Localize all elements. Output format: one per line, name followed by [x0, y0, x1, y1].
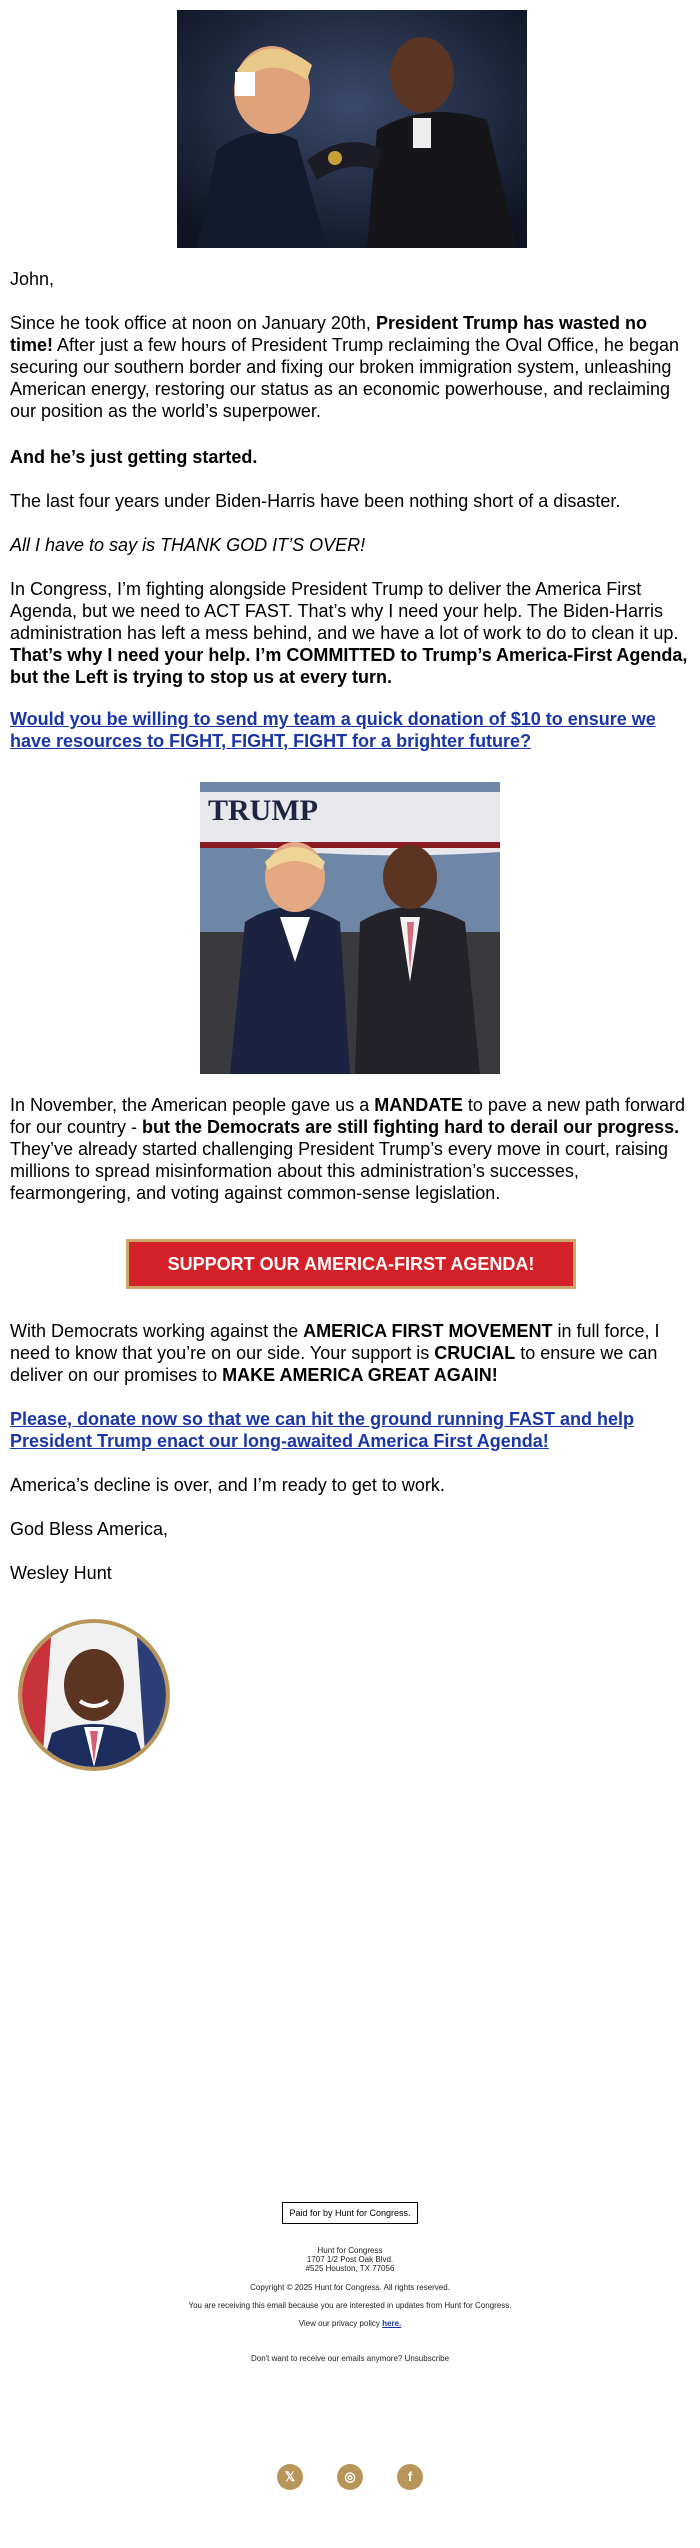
- footer-org: Hunt for Congress: [317, 2246, 383, 2255]
- footer-unsubscribe[interactable]: Don't want to receive our emails anymore? Unsubscribe: [250, 2354, 450, 2363]
- footer-copyright: Copyright © 2025 Hunt for Congress. All rights reserved.: [250, 2283, 450, 2292]
- paragraph-3: The last four years under Biden-Harris have been nothing short of a disaster.: [10, 491, 621, 511]
- paragraph-8: America’s decline is over, and I’m ready to get to work.: [10, 1475, 445, 1495]
- instagram-icon[interactable]: ◎: [337, 2464, 363, 2490]
- paid-for-box: Paid for by Hunt for Congress.: [282, 2202, 418, 2224]
- trump-hunt-photo: [200, 782, 500, 1074]
- privacy-link[interactable]: here.: [382, 2319, 402, 2328]
- signature-name: Wesley Hunt: [10, 1563, 112, 1583]
- paragraph-1: Since he took office at noon on January 20th, President Trump has wasted no time! After just a few hours of President Trump reclaiming the Oval Office, he began securing our southern border and fixing our broken immigration system, unleashing American energy, restoring our status as an economic powerhouse, and reclaiming our position as the world’s superpower.: [10, 313, 679, 421]
- donate-link-2[interactable]: Please, donate now so that we can hit the ground running FAST and help President Trump enact our long-awaited America First Agenda!: [10, 1409, 635, 1451]
- footer-receiving: You are receiving this email because you are interested in updates from Hunt for Congress.: [188, 2301, 512, 2310]
- footer-privacy: View our privacy policy here.: [298, 2319, 402, 2328]
- footer-address-1: 1707 1/2 Post Oak Blvd.: [306, 2255, 394, 2264]
- greeting: John,: [10, 269, 55, 289]
- donate-link-1[interactable]: Would you be willing to send my team a quick donation of $10 to ensure we have resources to FIGHT, FIGHT, FIGHT for a brighter future?: [10, 709, 656, 751]
- hero-photo: [177, 10, 527, 248]
- paragraph-4: All I have to say is THANK GOD IT’S OVER!: [10, 535, 366, 555]
- facebook-icon[interactable]: f: [397, 2464, 423, 2490]
- avatar: [18, 1619, 170, 1771]
- paragraph-5: In Congress, I’m fighting alongside President Trump to deliver the America First Agenda, but we need to ACT FAST. That’s why I need your help. The Biden-Harris administration has left a mess behind, and we have a lot of work to do to clean it up. That’s why I need your help. I’m COMMITTED to Trump’s America-First Agenda, but the Left is trying to stop us at every turn.: [10, 579, 688, 687]
- footer-address-2: #525 Houston, TX 77056: [305, 2264, 395, 2273]
- plane-text: TRUMP: [208, 794, 318, 827]
- signoff-line: God Bless America,: [10, 1519, 169, 1539]
- x-icon[interactable]: 𝕏: [277, 2464, 303, 2490]
- support-agenda-button[interactable]: SUPPORT OUR AMERICA-FIRST AGENDA!: [126, 1239, 576, 1289]
- paragraph-2: And he’s just getting started.: [10, 447, 258, 467]
- paragraph-7: With Democrats working against the AMERICA FIRST MOVEMENT in full force, I need to know that you’re on our side. Your support is CRUCIAL to ensure we can deliver on our promises to MAKE AMERICA GREAT AGAIN!: [10, 1321, 660, 1385]
- paragraph-6: In November, the American people gave us a MANDATE to pave a new path forward for our country - but the Democrats are still fighting hard to derail our progress. They’ve already started challenging President Trump’s every move in court, raising millions to spread misinformation about this administration’s successes, fearmongering, and voting against common-sense legislation.: [10, 1095, 686, 1203]
